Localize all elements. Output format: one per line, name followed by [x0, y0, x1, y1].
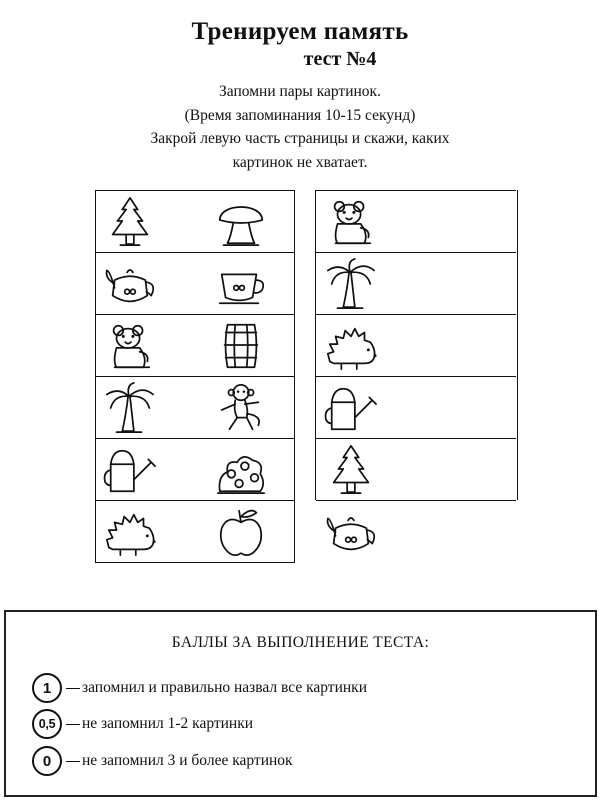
picture-cell	[316, 252, 516, 315]
test-number: тест №4	[303, 48, 377, 70]
picture-cell	[316, 190, 516, 253]
cup-icon	[212, 257, 270, 311]
picture-grid	[95, 190, 518, 563]
picture-cell	[96, 314, 294, 377]
flower-bush-icon	[212, 443, 270, 497]
picture-cell	[96, 252, 294, 315]
score-row	[32, 708, 253, 740]
watering-can-icon	[101, 443, 159, 497]
watering-can-icon	[322, 381, 380, 435]
palm-tree-icon	[101, 381, 159, 435]
mushroom-icon	[212, 195, 270, 249]
right-column	[315, 190, 518, 500]
christmas-tree-icon	[101, 195, 159, 249]
dash	[66, 724, 80, 725]
hedgehog-icon	[101, 505, 159, 559]
score-text: запомнил и правильно назвал все картинки	[82, 679, 367, 696]
instruction-line: (Время запоминания 10-15 секунд)	[184, 106, 416, 124]
picture-cell	[316, 376, 516, 439]
picture-cell	[96, 438, 294, 501]
score-row	[32, 672, 367, 704]
apple-icon	[212, 505, 270, 559]
picture-cell	[316, 314, 516, 377]
picture-cell	[96, 376, 294, 439]
bear-icon	[101, 319, 159, 373]
teapot-icon	[322, 505, 380, 559]
picture-cell	[316, 500, 516, 563]
instructions	[100, 80, 500, 174]
picture-cell	[316, 438, 516, 501]
instruction-line: картинок не хватает.	[232, 153, 368, 171]
instruction-line: Закрой левую часть страницы и скажи, каких	[150, 130, 450, 147]
instruction-line: Запомни пары картинок.	[219, 83, 381, 100]
left-column	[95, 190, 295, 563]
score-text: не запомнил 3 и более картинок	[82, 752, 293, 769]
monkey-icon	[212, 381, 270, 435]
page-title: Тренируем память	[191, 18, 409, 45]
score-row	[32, 745, 293, 777]
scoring-title: БАЛЛЫ ЗА ВЫПОЛНЕНИЕ ТЕСТА:	[171, 634, 430, 651]
christmas-tree-icon	[322, 443, 380, 497]
dash	[66, 761, 80, 762]
picture-cell	[96, 190, 294, 253]
barrel-icon	[212, 319, 270, 373]
dash	[66, 688, 80, 689]
bear-icon	[322, 195, 380, 249]
score-badge: 0	[32, 746, 62, 776]
score-text: не запомнил 1-2 картинки	[82, 715, 254, 732]
teapot-icon	[101, 257, 159, 311]
picture-cell	[96, 500, 294, 563]
scoring-box	[4, 610, 597, 797]
palm-tree-icon	[322, 257, 380, 311]
score-badge: 0,5	[32, 709, 62, 739]
hedgehog-icon	[322, 319, 380, 373]
score-badge: 1	[32, 673, 62, 703]
